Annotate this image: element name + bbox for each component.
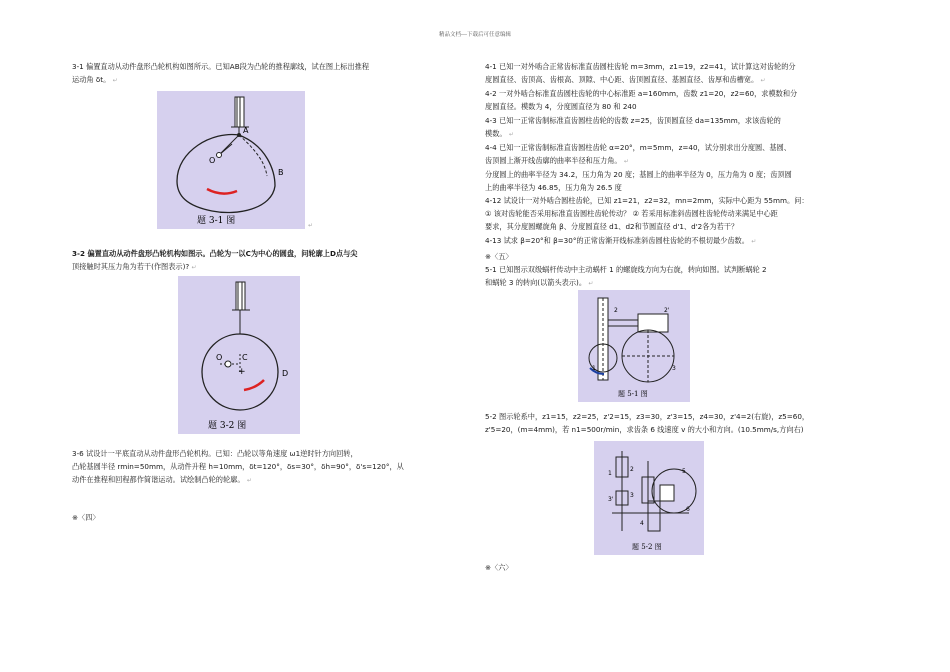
point-a <box>237 133 241 137</box>
figure-5-1-caption: 题 5-1 图 <box>618 390 648 398</box>
problem-3-6-line3: 动件在推程和回程都作简谐运动。试绘制凸轮的轮廓。 ↵ <box>72 475 252 484</box>
problem-4-2-line1: 4-2 一对外啮合标准直齿圆柱齿轮的中心标准距 a=160mm，齿数 z1=20，z2=60，求模数和分 <box>485 89 798 98</box>
figure-3-2 <box>178 276 300 434</box>
problem-4-3 <box>485 114 781 141</box>
problem-3-2-line2: 顶接触时其压力角为若干(作图表示)? ↵ <box>72 262 197 271</box>
problem-3-1 <box>72 60 369 87</box>
label-1: 1 <box>608 470 612 477</box>
pivot-o <box>217 153 222 158</box>
figure-3-1-caption: 题 3-1 图 <box>197 216 236 226</box>
problem-4-12-line2: ① 该对齿轮能否采用标准直齿圆柱齿轮传动？ ② 若采用标准斜齿圆柱齿轮传动来满足中心距 <box>485 209 778 218</box>
label-2p: 2' <box>664 307 670 314</box>
label-o: O <box>216 353 223 362</box>
label-2: 2 <box>614 307 618 314</box>
problem-4-3-line2: 模数。 ↵ <box>485 129 514 138</box>
label-6: 6 <box>686 506 690 513</box>
problem-3-6-line2: 凸轮基圆半径 rmin=50mm，从动件升程 h=10mm，δt=120°，δs=30°，δh=90°，δ's=120°，从 <box>72 462 404 471</box>
svg-text:+: + <box>238 367 246 377</box>
problem-4-4-answer1: 分度圆上的曲率半径为 34.2，压力角为 20 度；基圆上的曲率半径为 0，压力角为 0 度；齿顶圆 <box>485 170 792 179</box>
problem-4-12-line1: 4-12 试设计一对外啮合圆柱齿轮，已知 z1=21，z2=32，mn=2mm，实际中心距为 55mm。问： <box>485 196 809 205</box>
label-5: 5 <box>682 468 686 475</box>
problem-4-2-line2: 度圆直径。模数为 4，分度圆直径为 80 和 240 <box>485 102 637 111</box>
problem-4-4-line2: 齿顶圆上渐开线齿廓的曲率半径和压力角。 ↵ <box>485 156 629 165</box>
section-4: ※〈四〉 <box>72 513 100 522</box>
section-6: ※〈六〉 <box>485 563 513 572</box>
problem-3-1-line1: 3-1 偏置直动从动件盘形凸轮机构如图所示。已知AB段为凸轮的推程廓线，试在图上标出推程 <box>72 62 370 71</box>
label-3p: 3' <box>608 496 614 503</box>
section-5: ※〈五〉 <box>485 252 513 261</box>
problem-5-1-line1: 5-1 已知图示双级蜗杆传动中主动蜗杆 1 的螺旋线方向为右旋，转向如图。试判断蜗轮 2 <box>485 265 767 274</box>
label-b: B <box>278 168 284 177</box>
label-d: D <box>282 369 289 378</box>
problem-3-2-line1: 3-2 偏置直动从动件盘形凸轮机构如图示。凸轮为一以C为中心的圆盘，问轮廓上D点与尖 <box>72 249 358 258</box>
label-a: A <box>243 126 249 135</box>
label-2: 2 <box>630 466 634 473</box>
para-mark: ↵ <box>308 222 314 229</box>
label-o: O <box>209 156 216 165</box>
problem-4-4-answer2: 上的曲率半径为 46.85，压力角为 26.5 度 <box>485 183 622 192</box>
problem-5-1 <box>485 263 767 290</box>
figure-5-2-caption: 题 5-2 图 <box>632 543 662 551</box>
problem-4-12 <box>485 194 809 233</box>
problem-3-6-line1: 3-6 试设计一平底直动从动件盘形凸轮机构。已知：凸轮以等角速度 ω1逆时针方向回转， <box>72 449 358 458</box>
problem-4-1-line1: 4-1 已知一对外啮合正常齿标准直齿圆柱齿轮 m=3mm，z1=19，z2=41，试计算这对齿轮的分 <box>485 62 796 71</box>
problem-5-2 <box>485 410 809 436</box>
label-3: 3 <box>630 492 634 499</box>
problem-4-12-line3: 要求，其分度圆螺旋角 β、分度圆直径 d1、d2和节圆直径 d'1、d'2各为若干？ <box>485 222 739 231</box>
problem-3-1-line2: 运动角 δt。 ↵ <box>72 75 118 84</box>
problem-4-3-line1: 4-3 已知一正常齿制标准直齿圆柱齿轮的齿数 z=25，齿顶圆直径 da=135mm，求该齿轮的 <box>485 116 781 125</box>
problem-5-2-line1: 5-2 图示轮系中，z1=15，z2=25，z'2=15，z3=30，z'3=15，z4=30，z'4=2(右旋)，z5=60， <box>485 412 810 421</box>
label-4: 4 <box>640 520 644 527</box>
problem-4-1 <box>485 60 796 87</box>
figure-3-1 <box>157 91 305 229</box>
problem-4-4-line1: 4-4 已知一正常齿制标准直齿圆柱齿轮 α=20°，m=5mm，z=40，试分别求出分度圆、基圆、 <box>485 143 791 152</box>
problem-5-1-line2: 和蜗轮 3 的转向(以箭头表示)。 ↵ <box>485 278 594 287</box>
problem-4-13: 4-13 试求 β=20°和 β=30°的正常齿渐开线标准斜齿圆柱齿轮的不根切最少齿数。 ↵ <box>485 236 757 245</box>
label-c: C <box>242 353 248 362</box>
figure-5-2 <box>594 441 704 555</box>
rotation-arrow <box>207 189 237 194</box>
label-3: 3 <box>672 365 676 372</box>
problem-4-2 <box>485 87 797 113</box>
problem-3-6 <box>72 447 404 487</box>
figure-5-1 <box>578 290 690 402</box>
problem-5-2-line2: z'5=20，(m=4mm)，若 n1=500r/min，求齿条 6 线速度 v 的大小和方向。(10.5mm/s,方向右) <box>485 425 804 434</box>
problem-4-4 <box>485 141 792 194</box>
page-header: 精品文档---下载后可任意编辑 <box>439 32 511 38</box>
problem-4-1-line2: 度圆直径、齿顶高、齿根高、顶隙、中心距、齿顶圆直径、基圆直径、齿厚和齿槽宽。 ↵ <box>485 75 766 84</box>
label-1: 1 <box>592 365 596 372</box>
problem-3-2 <box>72 247 357 274</box>
figure-3-2-caption: 题 3-2 图 <box>208 421 247 431</box>
